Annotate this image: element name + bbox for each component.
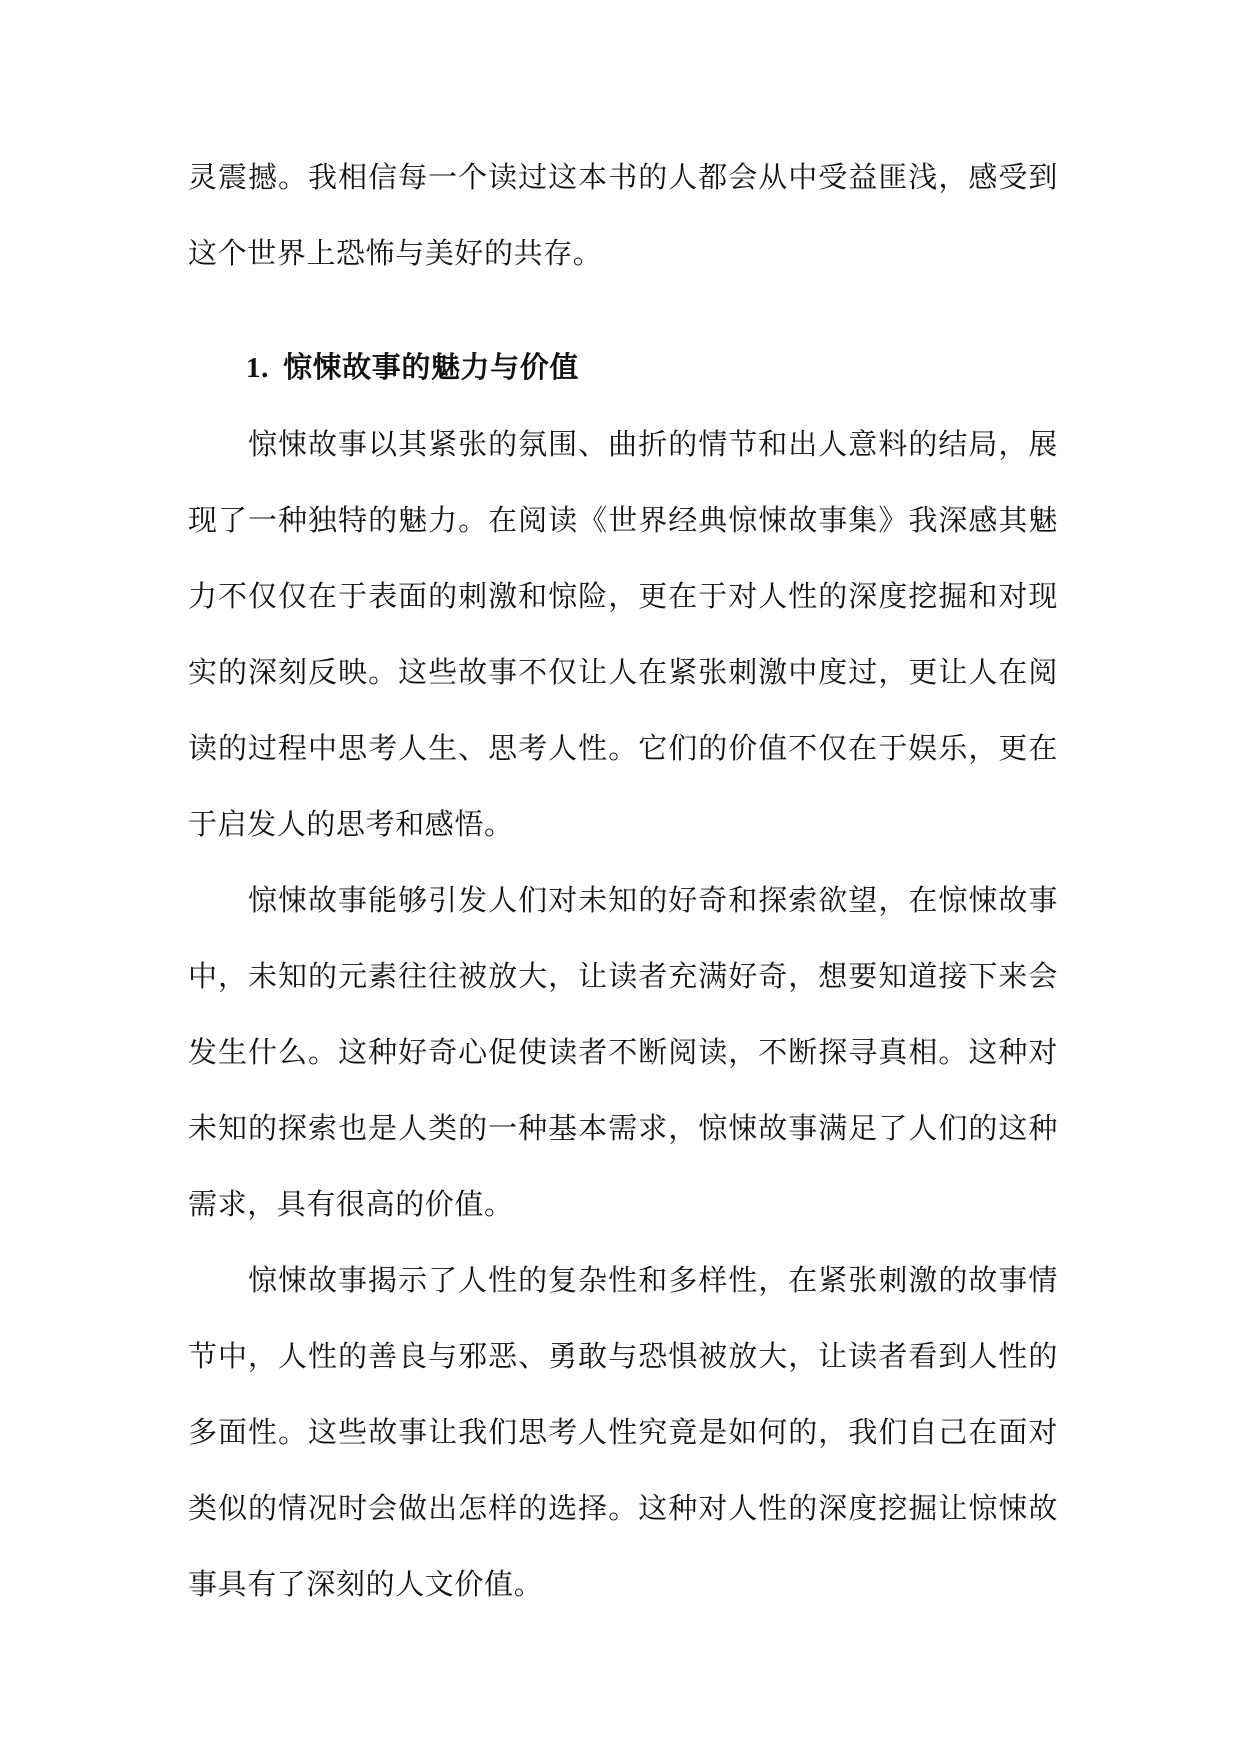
- section-number: 1.: [246, 352, 269, 384]
- continued-paragraph: 灵震撼。我相信每一个读过这本书的人都会从中受益匪浅，感受到这个世界上恐怖与美好的共存。: [188, 160, 1058, 270]
- body-paragraph-2: 惊悚故事能够引发人们对未知的好奇和探索欲望，在惊悚故事中，未知的元素往往被放大，让读者充满好奇，想要知道接下来会发生什么。这种好奇心促使读者不断阅读，不断探寻真相。这种对未知的探索也是人类的一种基本需求，惊悚故事满足了人们的这种需求，具有很高的价值。: [188, 883, 1058, 1221]
- section-title: 惊悚故事的魅力与价值: [282, 350, 579, 384]
- body-paragraph-3: 惊悚故事揭示了人性的复杂性和多样性，在紧张刺激的故事情节中，人性的善良与邪恶、勇敢与恐惧被放大，让读者看到人性的多面性。这些故事让我们思考人性究竟是如何的，我们自己在面对类似的情况时会做出怎样的选择。这种对人性的深度挖掘让惊悚故事具有了深刻的人文价值。: [188, 1263, 1058, 1601]
- page-content: [188, 139, 1058, 1622]
- body-paragraph-1: 惊悚故事以其紧张的氛围、曲折的情节和出人意料的结局，展现了一种独特的魅力。在阅读《世界经典惊悚故事集》我深感其魅力不仅仅在于表面的刺激和惊险，更在于对人性的深度挖掘和对现实的深刻反映。这些故事不仅让人在紧张刺激中度过，更让人在阅读的过程中思考人生、思考人性。它们的价值不仅在于娱乐，更在于启发人的思考和感悟。: [188, 427, 1058, 841]
- section-heading: [188, 329, 1058, 406]
